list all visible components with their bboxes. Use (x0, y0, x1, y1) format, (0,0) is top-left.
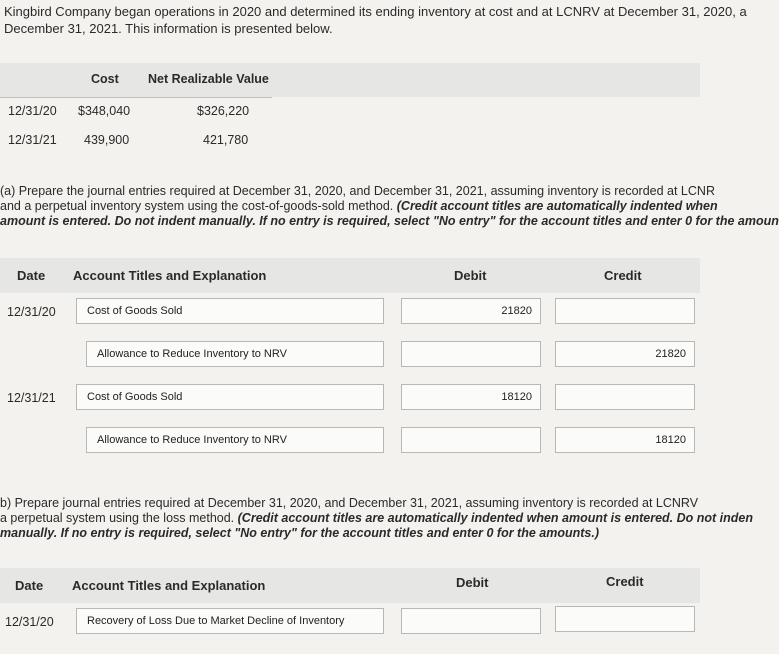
info-row-2-nrv: 421,780 (203, 133, 249, 147)
info-row-2-cost: 439,900 (84, 133, 130, 147)
entry-a-4-debit-field[interactable] (401, 427, 541, 453)
entry-a-1-account-field[interactable]: Cost of Goods Sold (76, 298, 384, 324)
journal-b-header-credit: Credit (606, 574, 644, 589)
part-a-instructions (0, 184, 779, 229)
part-a-line-1: (a) Prepare the journal entries required at December 31, 2020, and December 31, 2021, assuming inventory is recorded at LCNR (0, 184, 715, 198)
part-b-line-2: a perpetual system using the loss method. (0, 511, 238, 525)
entry-a-2-account-field[interactable]: Allowance to Reduce Inventory to NRV (86, 341, 384, 367)
entry-a-4-credit-field[interactable]: 18120 (555, 427, 695, 453)
journal-b-header-account: Account Titles and Explanation (72, 578, 266, 593)
info-header-cost: Cost (91, 72, 119, 86)
entry-a-2-debit-field[interactable] (401, 341, 541, 367)
entry-a-3-debit-field[interactable]: 18120 (401, 384, 541, 410)
intro-line-1: Kingbird Company began operations in 2020 and determined its ending inventory at cost and at LCNRV at December 31, 2020, a (4, 4, 747, 19)
info-row-1-cost: $348,040 (78, 104, 131, 118)
journal-a-header-account: Account Titles and Explanation (73, 268, 267, 283)
entry-a-2-credit-field[interactable]: 21820 (555, 341, 695, 367)
entry-a-1-debit-field[interactable]: 21820 (401, 298, 541, 324)
intro-line-2: December 31, 2021. This information is presented below. (4, 21, 333, 36)
info-row-1-date: 12/31/20 (8, 104, 57, 118)
journal-b-header-debit: Debit (456, 575, 489, 590)
journal-b-header-date: Date (15, 578, 44, 593)
info-header-nrv: Net Realizable Value (148, 72, 269, 86)
part-b-line-3-italic: manually. If no entry is required, select "No entry" for the account titles and enter 0 for the amounts.) (0, 526, 600, 540)
entry-a-1-credit-field[interactable] (555, 298, 695, 324)
part-b-line-2-italic: (Credit account titles are automatically indented when amount is entered. Do not inden (237, 511, 753, 525)
part-a-line-3-italic: amount is entered. Do not indent manually. If no entry is required, select "No entry" for the account titles and enter 0 for the amoun (0, 214, 779, 228)
journal-a-header-debit: Debit (454, 268, 487, 283)
entry-b-1-debit-field[interactable] (401, 608, 541, 634)
journal-a-header-credit: Credit (604, 268, 642, 283)
entry-a-3-date: 12/31/21 (7, 391, 56, 405)
info-row-2-date: 12/31/21 (8, 133, 57, 147)
journal-a-header-date: Date (17, 268, 46, 283)
entry-b-1-credit-field[interactable] (555, 606, 695, 632)
part-b-line-1: b) Prepare journal entries required at December 31, 2020, and December 31, 2021, assuming inventory is recorded at LCNRV (0, 496, 699, 510)
entry-b-1-date: 12/31/20 (5, 615, 54, 629)
entry-a-3-credit-field[interactable] (555, 384, 695, 410)
info-row-1-nrv: $326,220 (197, 104, 250, 118)
part-a-line-2: and a perpetual inventory system using the cost-of-goods-sold method. (0, 199, 397, 213)
intro-text (4, 3, 747, 37)
entry-a-4-account-field[interactable]: Allowance to Reduce Inventory to NRV (86, 427, 384, 453)
entry-a-1-date: 12/31/20 (7, 305, 56, 319)
info-table-rule (0, 97, 272, 98)
part-b-instructions (0, 496, 753, 541)
entry-a-3-account-field[interactable]: Cost of Goods Sold (76, 384, 384, 410)
entry-b-1-account-field[interactable]: Recovery of Loss Due to Market Decline of Inventory (76, 608, 384, 634)
part-a-line-2-italic: (Credit account titles are automatically indented when (396, 199, 718, 213)
